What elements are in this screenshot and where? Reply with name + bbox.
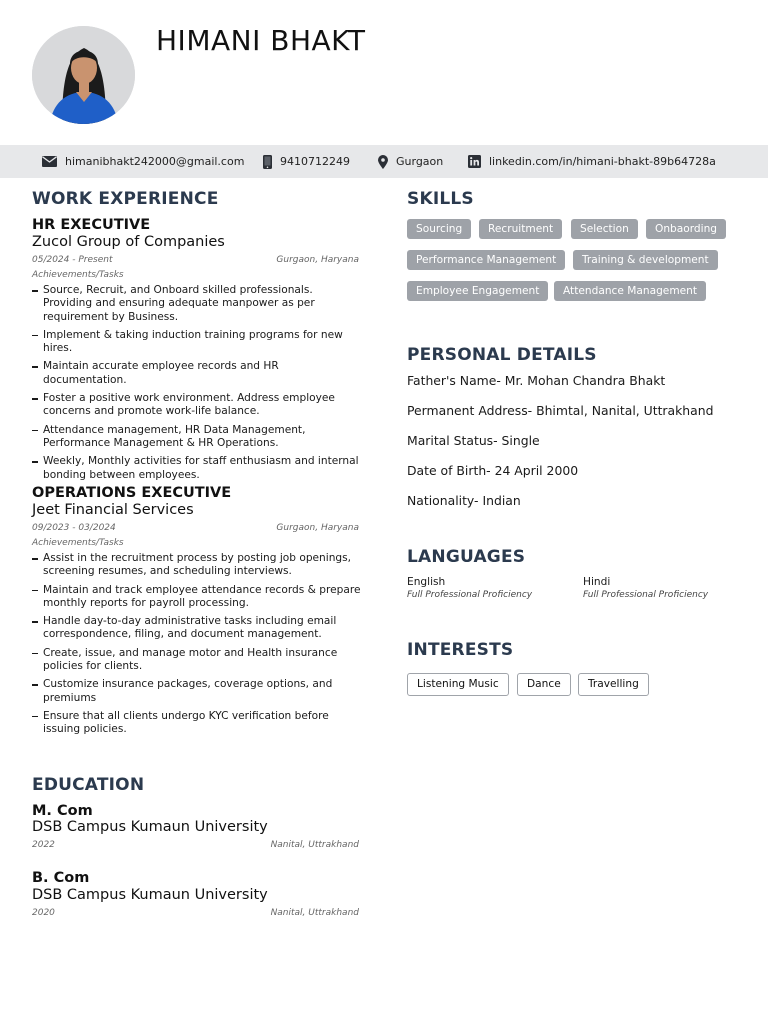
job-tasks-label: Achievements/Tasks <box>32 270 124 280</box>
job-position: OPERATIONS EXECUTIVE <box>32 485 232 501</box>
skill-tag: Onbaording <box>646 219 726 239</box>
job-company: Jeet Financial Services <box>32 502 194 518</box>
list-item: Weekly, Monthly activities for staff enthusiasm and internal bonding between employees. <box>32 455 362 482</box>
list-item: Customize insurance packages, coverage options, and premiums <box>32 678 362 705</box>
job-location: Gurgaon, Haryana <box>276 255 359 265</box>
candidate-name: HIMANI BHAKT <box>156 24 366 57</box>
email-text: himanibhakt242000@gmail.com <box>65 155 245 168</box>
skill-tag: Selection <box>571 219 638 239</box>
language-name: English <box>407 576 446 588</box>
date-of-birth: Date of Birth- 24 April 2000 <box>407 463 579 478</box>
list-item: Foster a positive work environment. Address employee concerns and promote work-life balance. <box>32 392 362 419</box>
interests-heading: INTERESTS <box>407 640 514 660</box>
job-location: Gurgaon, Haryana <box>276 523 359 533</box>
job-dates: 09/2023 - 03/2024 <box>32 523 116 533</box>
interest-tag: Listening Music <box>407 673 509 696</box>
interest-tag: Dance <box>517 673 571 696</box>
job-bullets <box>32 552 362 742</box>
contact-phone[interactable] <box>263 145 350 178</box>
language-name: Hindi <box>583 576 611 588</box>
work-experience-heading: WORK EXPERIENCE <box>32 189 219 209</box>
skills-heading: SKILLS <box>407 189 474 209</box>
linkedin-icon <box>468 155 481 168</box>
skill-tag: Recruitment <box>479 219 562 239</box>
job-company: Zucol Group of Companies <box>32 234 225 250</box>
job-meta <box>32 523 359 533</box>
linkedin-text: linkedin.com/in/himani-bhakt-89b64728a <box>489 155 716 168</box>
job-bullets <box>32 284 362 487</box>
education-year: 2022 <box>32 840 55 850</box>
job-dates: 05/2024 - Present <box>32 255 113 265</box>
envelope-icon <box>42 156 57 167</box>
job-tasks-label: Achievements/Tasks <box>32 538 124 548</box>
list-item: Source, Recruit, and Onboard skilled professionals. Providing and ensuring adequate manpower as per requirement by Business. <box>32 284 362 324</box>
contact-email[interactable] <box>42 145 244 178</box>
list-item: Ensure that all clients undergo KYC verification before issuing policies. <box>32 710 362 737</box>
phone-text: 9410712249 <box>280 155 350 168</box>
education-meta <box>32 840 359 850</box>
list-item: Create, issue, and manage motor and Health insurance policies for clients. <box>32 647 362 674</box>
profile-photo <box>32 26 135 124</box>
job-meta <box>32 255 359 265</box>
education-meta <box>32 908 359 918</box>
father-name: Father's Name- Mr. Mohan Chandra Bhakt <box>407 373 666 388</box>
list-item: Handle day-to-day administrative tasks including email correspondence, filing, and document management. <box>32 615 362 642</box>
languages-heading: LANGUAGES <box>407 547 526 567</box>
education-degree: M. Com <box>32 803 93 819</box>
list-item: Maintain accurate employee records and HR documentation. <box>32 360 362 387</box>
list-item: Implement & taking induction training programs for new hires. <box>32 329 362 356</box>
language-level: Full Professional Proficiency <box>583 590 709 600</box>
list-item: Assist in the recruitment process by posting job openings, screening resumes, and scheduling interviews. <box>32 552 362 579</box>
skill-tag: Performance Management <box>407 250 565 270</box>
list-item: Attendance management, HR Data Management, Performance Management & HR Operations. <box>32 424 362 451</box>
education-year: 2020 <box>32 908 55 918</box>
education-degree: B. Com <box>32 870 90 886</box>
interest-tag: Travelling <box>578 673 649 696</box>
skill-tag: Sourcing <box>407 219 471 239</box>
map-pin-icon <box>378 155 388 169</box>
education-school: DSB Campus Kumaun University <box>32 819 268 835</box>
personal-details-heading: PERSONAL DETAILS <box>407 345 597 365</box>
education-location: Nanital, Uttrakhand <box>270 908 359 918</box>
permanent-address: Permanent Address- Bhimtal, Nanital, Uttrakhand <box>407 403 714 418</box>
location-text: Gurgaon <box>396 155 444 168</box>
job-position: HR EXECUTIVE <box>32 217 151 233</box>
education-school: DSB Campus Kumaun University <box>32 887 268 903</box>
marital-status: Marital Status- Single <box>407 433 540 448</box>
education-heading: EDUCATION <box>32 775 145 795</box>
language-level: Full Professional Proficiency <box>407 590 533 600</box>
skill-tag: Attendance Management <box>554 281 706 301</box>
skill-tag: Employee Engagement <box>407 281 548 301</box>
resume-header <box>0 0 768 145</box>
list-item: Maintain and track employee attendance records & prepare monthly reports for payroll processing. <box>32 584 362 611</box>
skill-tag: Training & development <box>573 250 718 270</box>
contact-linkedin[interactable] <box>468 145 716 178</box>
education-location: Nanital, Uttrakhand <box>270 840 359 850</box>
mobile-phone-icon <box>263 155 272 169</box>
nationality: Nationality- Indian <box>407 493 521 508</box>
contact-location <box>378 145 443 178</box>
contact-bar <box>0 145 768 178</box>
